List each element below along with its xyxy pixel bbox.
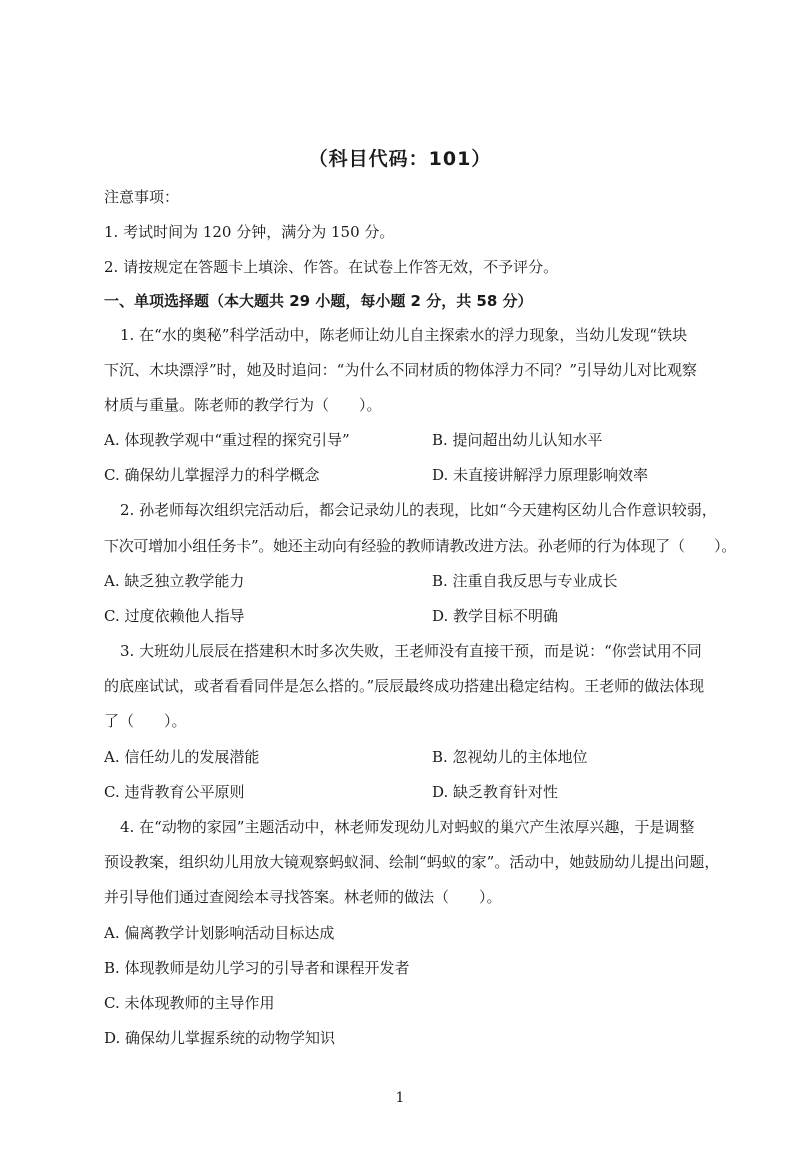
question-1-line-3: 材质与重量。陈老师的教学行为（ ）。	[104, 396, 382, 414]
question-4-option-a: A. 偏离教学计划影响活动目标达成	[104, 924, 335, 942]
question-4-line-1: 4. 在“动物的家园”主题活动中，林老师发现幼儿对蚂蚁的巢穴产生浓厚兴趣，于是调整	[120, 818, 695, 836]
section-heading: 一、单项选择题（本大题共 29 小题，每小题 2 分，共 58 分）	[104, 292, 533, 310]
question-2-option-b: B. 注重自我反思与专业成长	[432, 572, 618, 590]
question-4-line-2: 预设教案，组织幼儿用放大镜观察蚂蚁洞、绘制“蚂蚁的家”。活动中，她鼓励幼儿提出问题，	[104, 853, 720, 871]
question-3-line-3: 了（ ）。	[104, 712, 187, 730]
subject-code-title: （科目代码：101）	[308, 148, 492, 170]
question-3-option-b: B. 忽视幼儿的主体地位	[432, 748, 588, 766]
notice-item-1: 1. 考试时间为 120 分钟，满分为 150 分。	[104, 223, 395, 241]
question-4-option-c: C. 未体现教师的主导作用	[104, 994, 275, 1012]
question-4-option-d: D. 确保幼儿掌握系统的动物学知识	[104, 1029, 336, 1047]
question-1-option-d: D. 未直接讲解浮力原理影响效率	[432, 466, 649, 484]
question-1-line-2: 下沉、木块漂浮”时，她及时追问：“为什么不同材质的物体浮力不同？”引导幼儿对比观察	[104, 361, 698, 379]
question-3-option-a: A. 信任幼儿的发展潜能	[104, 748, 260, 766]
question-2-option-d: D. 教学目标不明确	[432, 607, 559, 625]
question-2-line-1: 2. 孙老师每次组织完活动后，都会记录幼儿的表现，比如“今天建构区幼儿合作意识较弱，	[120, 501, 717, 519]
notice-heading: 注意事项：	[104, 188, 180, 206]
notice-item-2: 2. 请按规定在答题卡上填涂、作答。在试卷上作答无效，不予评分。	[104, 258, 559, 276]
question-2-line-2: 下次可增加小组任务卡”。她还主动向有经验的教师请教改进方法。孙老师的行为体现了（ ）。	[104, 537, 736, 555]
question-1-option-c: C. 确保幼儿掌握浮力的科学概念	[104, 466, 320, 484]
question-3-line-2: 的底座试试，或者看看同伴是怎么搭的。”辰辰最终成功搭建出稳定结构。王老师的做法体现	[104, 677, 705, 695]
question-3-option-d: D. 缺乏教育针对性	[432, 783, 559, 801]
question-1-option-b: B. 提问超出幼儿认知水平	[432, 431, 603, 449]
question-3-option-c: C. 违背教育公平原则	[104, 783, 245, 801]
question-1-line-1: 1. 在“水的奥秘”科学活动中，陈老师让幼儿自主探索水的浮力现象，当幼儿发现“铁块	[120, 326, 688, 344]
page-number: 1	[395, 1090, 405, 1106]
question-4-option-b: B. 体现教师是幼儿学习的引导者和课程开发者	[104, 959, 410, 977]
question-2-option-a: A. 缺乏独立教学能力	[104, 572, 245, 590]
question-3-line-1: 3. 大班幼儿辰辰在搭建积木时多次失败，王老师没有直接干预，而是说：“你尝试用不同	[120, 642, 702, 660]
question-2-option-c: C. 过度依赖他人指导	[104, 607, 245, 625]
question-1-option-a: A. 体现教学观中“重过程的探究引导”	[104, 431, 350, 449]
question-4-line-3: 并引导他们通过查阅绘本寻找答案。林老师的做法（ ）。	[104, 888, 502, 906]
